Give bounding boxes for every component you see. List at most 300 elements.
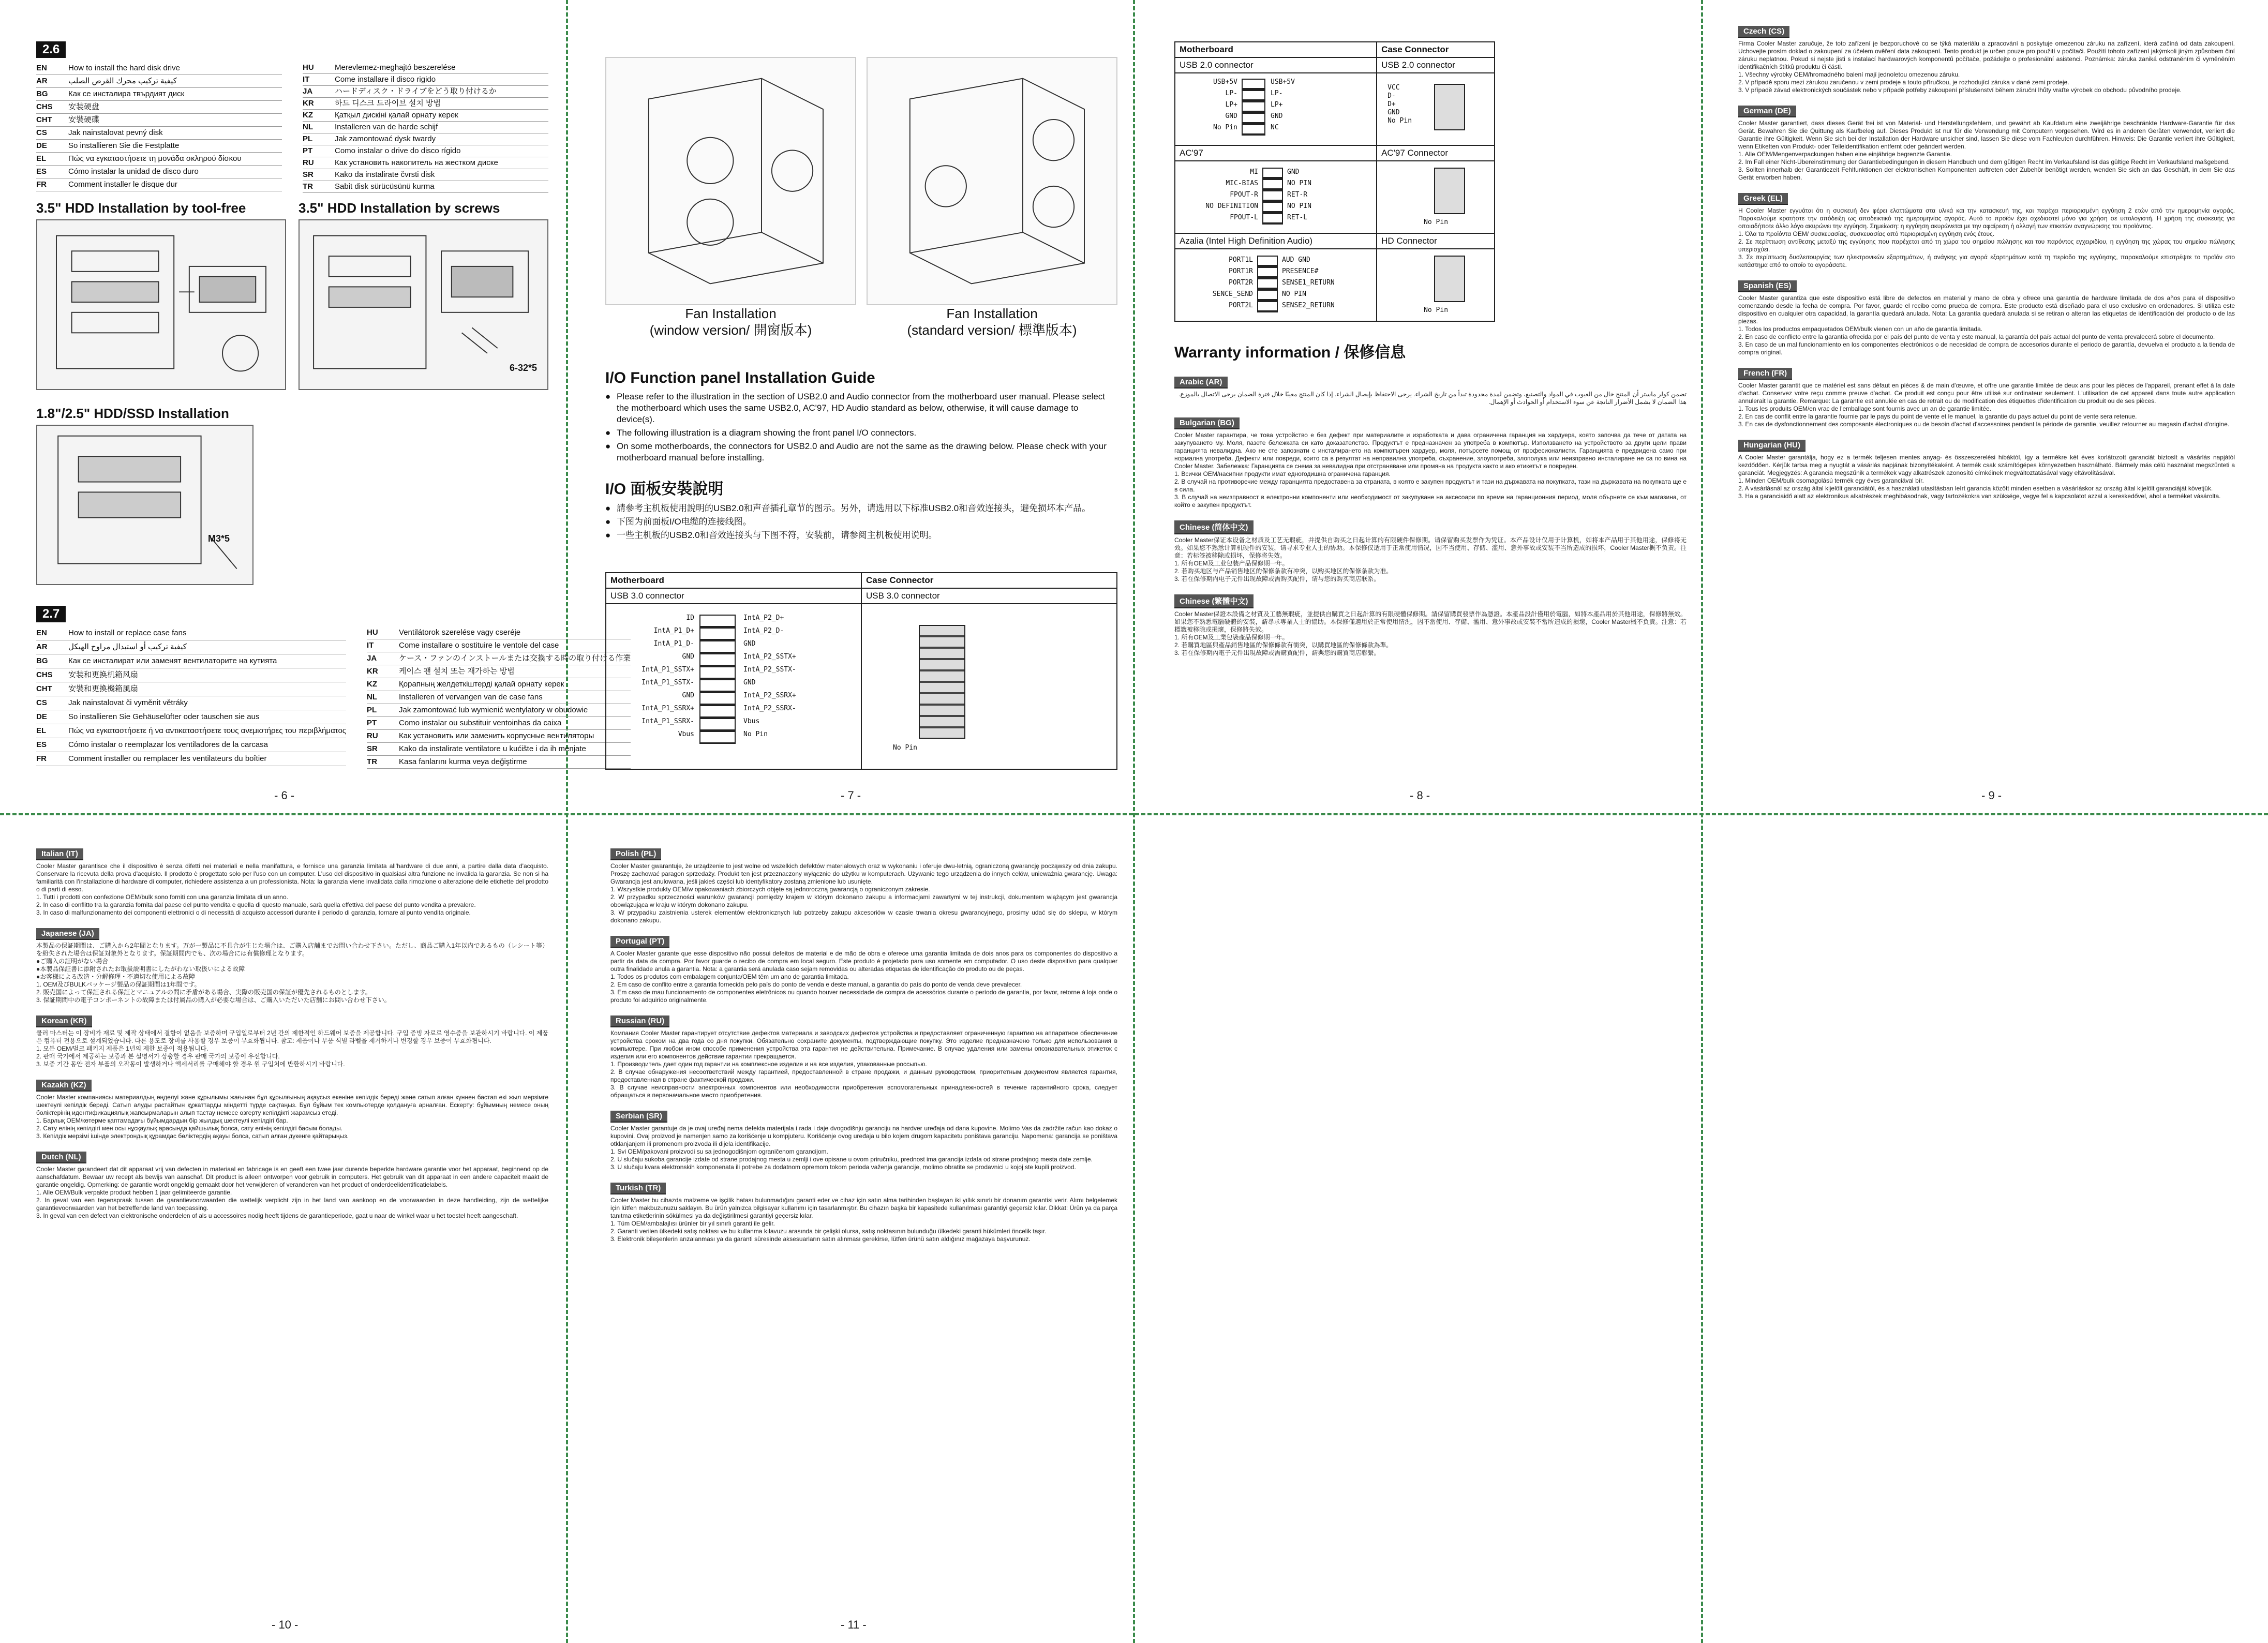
- lang-code: SR: [367, 744, 378, 753]
- usb3-case-cell: [861, 604, 1117, 769]
- lang-code: NL: [303, 123, 313, 131]
- lang-list-fan-2: [367, 626, 631, 769]
- usb3-case-label: USB 3.0 connector: [861, 588, 1117, 604]
- hdd-screws-illustration: [299, 219, 548, 390]
- pin-label: SENSE1_RETURN: [1282, 279, 1335, 287]
- usb2-label: USB 2.0 connector: [1175, 57, 1377, 73]
- lang-text: Қатқыл дискіні қалай орнату керек: [335, 111, 458, 120]
- pin-label: GND: [682, 653, 694, 661]
- lang-row: [36, 166, 282, 178]
- lang-code: KR: [303, 99, 314, 108]
- lang-text: 하드 디스크 드라이브 설치 방법: [335, 99, 441, 108]
- hda-pinout: [1175, 249, 1377, 321]
- warranty-language-header: Hungarian (HU): [1738, 440, 1806, 452]
- lang-code: CS: [36, 128, 47, 137]
- lang-row: [303, 181, 548, 193]
- lang-text: How to install the hard disk drive: [68, 64, 180, 72]
- warranty-sections-p9: [1738, 26, 2235, 500]
- pin-label: ID: [686, 614, 694, 622]
- lang-row: [367, 652, 631, 665]
- pin-label: GND: [1287, 168, 1300, 176]
- warranty-language-header: Polish (PL): [610, 848, 661, 860]
- usb2-case-plug: [1434, 84, 1465, 130]
- page-number-6: - 6 -: [274, 789, 295, 802]
- ac97-label: AC'97: [1175, 145, 1377, 161]
- fan-standard-caption-1: Fan Installation: [946, 306, 1038, 321]
- warranty-text: Cooler Master保證本設備之材質及工藝無瑕疵，並提供自購買之日起計算的有限硬體保修期。請保留購買發票作為憑證。本產品設計僅用於電腦，如將本產品用於其他用途，保修將無效。如果您不熟悉電腦硬體的安裝，請尋求專業人士的協助。本保修僅適用於正常使用情況，因不當使用、存儲、濫用、意外事故或安裝不當所造成的損壞，Cooler Master概不負責。注意：若標籤被移除或損壞，保修將失效。 1. 所有OEM及工業包裝產品保修期一年。 2. 若購買地區與產品銷售地區的保修條款有衝突，以購買地區的保修條款為準。 3. 若在保修期內電子元件出現故障或需購買配件，請與您的購買商店聯繫。: [1174, 610, 1687, 656]
- page-number-11: - 11 -: [841, 1618, 867, 1631]
- lang-text: Қорапның желдеткіштерді қалай орнату керек: [399, 680, 564, 689]
- pin-label: AUD GND: [1282, 256, 1310, 264]
- lang-text: Come installare il disco rigido: [335, 75, 436, 84]
- lang-row: [367, 691, 631, 704]
- warranty-section: [610, 936, 1117, 1004]
- p8-header-case-connector: Case Connector: [1377, 42, 1495, 57]
- warranty-sections-p10: [36, 848, 548, 1220]
- lang-row: [367, 743, 631, 756]
- warranty-title-cn: 保修信息: [1344, 344, 1406, 361]
- lang-row: [303, 110, 548, 122]
- warranty-text: Cooler Master компаниясы материалдың өңделуі және құрылымы жағынан бұл құрылғының ақаусыз екеніне кепілдік береді және сатып алған күннен бастап екі жыл мерзімге шектеулі кепілдік береді. Сатып алуды растайтын құжаттарды міндетті түрде сақтаңыз. Бұл бұйым тек компьютерде қолдануға арналған. Ескерту: бұйымның немесе оның бөліктерінің идентификациялық жапсырмаларын алып тастау немесе өзгерту кепілдікті жарамсыз етеді. 1. Барлық OEM/көтерме қаптамадағы бұйымдардың бір жылдық шектеулі кепілдігі бар. 2. Сату елінің кепілдігі мен осы нұсқаулық арасында қайшылық болса, сату елінің кепілдігі басым болады. 3. Кепілдік мерзімі ішінде электрондық құрамдас бөліктердің ақауы болса, сатып алған дүкенге қайтарыңыз.: [36, 1094, 548, 1140]
- pin-label: SENSE2_RETURN: [1282, 302, 1335, 309]
- lang-text: Como instalar o drive do disco rígido: [335, 146, 461, 155]
- section-number-2-6: 2.6: [36, 41, 66, 58]
- lang-code: IT: [367, 641, 374, 650]
- screw-spec-label: 6-32*5: [509, 363, 537, 373]
- lang-text: Merevlemez-meghajtó beszerelése: [335, 63, 456, 72]
- lang-code: ES: [36, 167, 47, 176]
- lang-row: [303, 74, 548, 86]
- page-number-8: - 8 -: [1410, 789, 1430, 802]
- lang-row: [303, 98, 548, 110]
- lang-text: 安装硬盘: [68, 102, 100, 111]
- section-number-2-7: 2.7: [36, 606, 66, 622]
- warranty-section: [36, 848, 548, 917]
- pin-label: IntA_P1_SSTX-: [641, 679, 694, 686]
- page-10: [36, 848, 548, 1614]
- warranty-language-header: Greek (EL): [1738, 193, 1788, 205]
- pin-label: NO PIN: [1287, 202, 1311, 210]
- pin-label: PORT1L: [1229, 256, 1253, 264]
- warranty-language-header: Russian (RU): [610, 1015, 669, 1027]
- io-guide-bullets: [605, 391, 1117, 464]
- hda-case-pinout: [1377, 249, 1495, 321]
- pin-label: MI: [1250, 168, 1258, 176]
- lang-row: [36, 752, 346, 766]
- lang-code: PT: [303, 146, 313, 155]
- lang-row: [36, 724, 346, 738]
- usb3-pinout-cell: [606, 604, 861, 769]
- page-7: [605, 57, 1117, 807]
- pin-label: D+: [1387, 100, 1396, 108]
- pin-label: PORT2R: [1229, 279, 1253, 287]
- lang-code: TR: [367, 757, 378, 766]
- warranty-text: Cooler Master gwarantuje, że urządzenie to jest wolne od wszelkich defektów materiałowych oraz w wykonaniu i oferuje dwu-letnią, ograniczoną gwarancję począwszy od dnia zakupu. Proszę zachować paragon sprzedaży. Produkt ten jest przeznaczony wyłącznie do użytku w komputerach. Używanie tego urządzenia do innych celów, unieważnia gwarancję. Uwaga: Gwarancja jest anulowana, jeśli jakieś części lub identyfikatory zostaną zmienione lub usunięte. 1. Wszystkie produkty OEM/w opakowaniach zbiorczych objęte są jednoroczną gwarancją o ograniczonym zakresie. 2. W przypadku sprzeczności warunków gwarancji pomiędzy krajem w którym dokonano zakupu a informacjami zawartymi w tej instrukcji, dokumentem wiążącym jest gwarancja obowiązująca w kraju w którym dokonano zakupu. 3. W przypadku zaistnienia usterek elementów elektronicznych lub potrzeby zakupu akcesoriów w czasie trwania okresu gwarancyjnego, prosimy udać się do sklepu, w którym dokonano zakupu.: [610, 862, 1117, 924]
- pin-label: NO DEFINITION: [1205, 202, 1258, 210]
- lang-text: كيفية تركيب أو استبدال مراوح الهيكل: [68, 643, 187, 651]
- lang-row: [367, 717, 631, 730]
- pin-label: IntA_P1_D-: [653, 640, 694, 648]
- lang-text: Sabit disk sürücüsünü kurma: [335, 182, 435, 191]
- warranty-language-header: Italian (IT): [36, 848, 83, 860]
- fold-line-vertical-3: [1701, 0, 1703, 1643]
- lang-text: ハードディスク・ドライブをどう取り付けるか: [335, 87, 497, 96]
- page-9: [1738, 26, 2235, 802]
- lang-text: Kako da instalirate čvrsti disk: [335, 170, 435, 179]
- lang-code: IT: [303, 75, 310, 84]
- m3-screw-label: M3*5: [207, 533, 230, 544]
- lang-code: PL: [367, 706, 377, 714]
- pin-label: IntA_P2_D-: [743, 627, 784, 635]
- lang-code: EN: [36, 629, 47, 637]
- lang-text: Как се инсталира твърдият диск: [68, 89, 185, 98]
- warranty-section: [1738, 368, 2235, 428]
- page-11: [610, 848, 1117, 1614]
- warranty-language-header: Turkish (TR): [610, 1183, 666, 1194]
- hda-case-plug: [1434, 256, 1465, 302]
- io-guide-title-cn: I/O 面板安裝說明: [605, 481, 724, 498]
- pin-label: RET-L: [1287, 214, 1308, 221]
- lang-code: PL: [303, 135, 313, 143]
- lang-text: Jak nainstalovat či vyměnit větráky: [68, 698, 188, 707]
- lang-row: [36, 127, 282, 140]
- page-number-7: - 7 -: [841, 789, 861, 802]
- hdd-tool-free-illustration: [36, 219, 286, 390]
- lang-list-hdd-2: [303, 62, 548, 193]
- lang-code: CHT: [36, 684, 52, 693]
- lang-row: [36, 668, 346, 682]
- lang-code: PT: [367, 719, 377, 727]
- pin-label: NO PIN: [1282, 290, 1306, 298]
- fold-line-vertical-2: [1133, 0, 1135, 1643]
- pin-label: Vbus: [678, 730, 694, 738]
- lang-row: [303, 122, 548, 133]
- lang-text: Jak zamontować dysk twardy: [335, 135, 436, 143]
- lang-text: So installieren Sie Gehäuselüfter oder tauschen sie aus: [68, 712, 260, 721]
- p8-header-motherboard: Motherboard: [1175, 42, 1377, 57]
- usb3-header-pins: [699, 615, 736, 744]
- warranty-section: [1174, 594, 1687, 657]
- warranty-language-header: Portugal (PT): [610, 936, 669, 948]
- lang-text: Come installare o sostituire le ventole del case: [399, 641, 559, 650]
- lang-row: [36, 62, 282, 75]
- usb2-header-pins: [1242, 79, 1265, 136]
- pin-label: Vbus: [743, 718, 760, 725]
- warranty-text: Cooler Master garandeert dat dit apparaat vrij van defecten in materiaal en fabricage is en geeft een twee jaar durende beperkte hardware garantie voor het apparaat, beginnend op de aanschafdatum. Bewaar uw recept als bewijs van aanschaf. Dit product is alleen ontworpen voor gebruik in computers. Het gebruik van dit apparaat in een andere capaciteit maakt de garantie ongeldig. Opmerking: de garantie wordt ongeldig gemaakt door het verwijderen of veranderen van het product of onderdeelidentificatielabels. 1. Alle OEM/Bulk verpakte product hebben 1 jaar gelimiteerde garantie. 2. In geval van een tegenspraak tussen de garantievoorwaarden die wettelijk verplicht zijn in het land van aankoop en de voorwaarden in deze handleiding, zijn de wettelijke garantievoorwaarden van het betreffende land van toepassing. 3. In geval van een defect van elektronische onderdelen of als u accessoires nodig heeft tijdens de garantieperiode, gaat u naar de winkel waar u het toestel heeft aangeschaft.: [36, 1166, 548, 1219]
- ac97-case-label: AC'97 Connector: [1377, 145, 1495, 161]
- pin-label: GND: [743, 640, 756, 648]
- usb2-case-pinout: [1377, 73, 1495, 145]
- pin-label: LP-: [1271, 89, 1283, 97]
- bullet-item: ● On some motherboards, the connectors for USB2.0 and Audio are not the same as the drawing below. Please check with your motherboard manual before installing.: [605, 441, 1117, 464]
- lang-code: RU: [367, 731, 378, 740]
- page-6: [36, 41, 631, 807]
- warranty-text: Cooler Master гарантира, че това устройство е без дефект при материалите и изработката и дава ограничена гаранция на хардуера, която започва да тече от датата на закупуването му. Моля, пазете бележката си като доказателство. Продуктът е предназначен за употреба в компютър. Използването на устройството за други цели прави гаранцията невалидна. Ако не сте запознати с инсталирането на компютърен хардуер, моля, потърсете помощ от професионалисти. Гаранцията е предвидена само при нормална употреба. Дефекти или повреди, които са в резултат на неправилна употреба, съхранение, злоупотреба, злополука или неизправно инсталиране не са по вина на Cooler Master. Забележка: Гаранцията се снема за невалидна при отстраняване или промяна на продукта както и ако етикетът е повреден. 1. Всички OEM/насипни продукти имат едногодишна ограничена гаранция. 2. В случай на противоречие между гаранцията предоставена за страната, в която е закупен продуктът и тази на държавата на покупката, тази на държавата на покупката ще е в сила. 3. В случай на неизправност в електронни компоненти или необходимост от закупуване на аксесоари по време на гаранционния период, моля обърнете се към магазина, от който е закупен продуктът.: [1174, 431, 1687, 509]
- pin-label: GND: [1387, 109, 1400, 116]
- warranty-language-header: Dutch (NL): [36, 1152, 86, 1163]
- warranty-text: Cooler Master garantisce che il dispositivo è senza difetti nei materiali e nella manifattura, e fornisce una garanzia limitata all'hardware di due anni, a partire dalla data d'acquisto. Conservare la ricevuta della prova d'acquisto. Il prodotto è progettato solo per l'uso con un computer. L'uso del dispositivo in qualsiasi altra funzione ne invalida la garanzia. Se non si ha familiarità con l'installazione di hardware di computer, richiedere assistenza a un professionista. Nota: la garanzia viene invalidata dalla rimozione o alterazione delle etichette del prodotto o di parti di esso. 1. Tutti i prodotti con confezione OEM/bulk sono forniti con una garanzia limitata di un anno. 2. In caso di conflitto tra la garanzia fornita dal paese del punto vendita e quella di questo manuale, sarà quella effettiva del paese del punto vendita a prevalere. 3. In caso di malfunzionamento dei componenti elettronici o di necessità di acquisto accessori durante il periodo di garanzia, tornare al punto vendita originale.: [36, 862, 548, 916]
- table-header-case-connector: Case Connector: [861, 573, 1117, 588]
- ac97-pinout: [1175, 161, 1377, 233]
- pin-label: RET-R: [1287, 191, 1308, 199]
- lang-code: KR: [367, 667, 378, 676]
- hda-case-label: HD Connector: [1377, 233, 1495, 249]
- lang-text: So installieren Sie die Festplatte: [68, 141, 180, 150]
- lang-row: [303, 169, 548, 181]
- warranty-section: [610, 1183, 1117, 1243]
- pin-label: No Pin: [1387, 117, 1412, 125]
- pin-label: NC: [1271, 124, 1279, 131]
- lang-code: BG: [36, 89, 48, 98]
- lang-text: Πώς να εγκαταστήσετε ή να αντικαταστήσετε τους ανεμιστήρες του περιβλήματος: [68, 726, 347, 735]
- warranty-section: [1174, 417, 1687, 509]
- lang-text: Jak nainstalovat pevný disk: [68, 128, 163, 137]
- pin-label: LP-: [1225, 89, 1237, 97]
- lang-row: [367, 678, 631, 691]
- bullet-item: ● Please refer to the illustration in the section of USB2.0 and Audio connector from the motherboard user manual. Please select the motherboard which uses the same USB2.0, AC'97, HD Audio standard as below, otherwise, it will cause damage to device(s).: [605, 391, 1117, 425]
- pin-label: IntA_P2_SSTX-: [743, 666, 796, 674]
- lang-text: Como instalar ou substituir ventoinhas da caixa: [399, 719, 562, 727]
- lang-row: [36, 178, 282, 191]
- lang-text: Installeren of vervangen van de case fans: [399, 693, 543, 701]
- lang-code: CHT: [36, 115, 52, 124]
- warranty-text: Cooler Master bu cihazda malzeme ve işçilik hatası bulunmadığını garanti eder ve cihaz için satın alma tarihinden başlayan iki yıllık sınırlı bir donanım garantisi verir. Alımı belgelemek için lütfen makbuzunuzu saklayın. Bu ürün yalnızca bilgisayar kullanımı için tasarlanmıştır. Bu cihazın başka bir kapasitede kullanılması garantiyi geçersiz kılar. Dikkat: Ürün ya da parça tanıtma etiketlerinin sökülmesi ya da değiştirilmesi garantiyi geçersiz kılar. 1. Tüm OEM/ambalajlısı ürünler bir yıl sınırlı garanti ile gelir. 2. Garanti verilen ülkedeki satış noktası ve bu kullanma kılavuzu arasında bir çelişki olursa, satış noktasının bulunduğu ülkedeki garanti hükümleri öncelik taşır. 3. Elektronik bileşenlerin arızalanması ya da garanti süresinde aksesuarların satın alınması gerekirse, lütfen ürünü satın aldığınız mağazaya başvurunuz.: [610, 1197, 1117, 1243]
- lang-code: DE: [36, 712, 47, 721]
- lang-text: ケース・ファンのインストールまたは交換する時の取り付ける作業: [399, 654, 631, 663]
- usb2-pinout: [1175, 73, 1377, 145]
- lang-code: HU: [303, 63, 314, 72]
- lang-code: JA: [303, 87, 313, 96]
- lang-code: FR: [36, 180, 47, 189]
- lang-code: BG: [36, 656, 48, 665]
- warranty-language-header: French (FR): [1738, 368, 1792, 380]
- warranty-language-header: Japanese (JA): [36, 928, 99, 940]
- pin-label: USB+5V: [1213, 78, 1237, 86]
- usb3-connector-table: [605, 572, 1117, 770]
- lang-text: 安装和更换机箱风扇: [68, 670, 139, 679]
- lang-code: ES: [36, 740, 47, 749]
- bullet-item: ● 下图为前面板I/O电缆的连接线图。: [605, 516, 1117, 528]
- warranty-text: 쿨러 마스터는 이 장비가 재료 및 제작 상태에서 결함이 없음을 보증하며 구입일로부터 2년 간의 제한적인 하드웨어 보증을 제공합니다. 구입 증빙 자료로 영수증을 보관하시기 바랍니다. 이 제품은 컴퓨터 전용으로 설계되었습니다. 다른 용도로 장비를 사용할 경우 보증이 무효화됩니다. 참고: 제품이나 부품 식별 라벨을 제거하거나 변경할 경우 보증이 무효화됩니다. 1. 모든 OEM/벌크 패키지 제품은 1년의 제한 보증이 적용됩니다. 2. 판매 국가에서 제공하는 보증과 본 설명서가 상충할 경우 판매 국가의 보증이 우선합니다. 3. 보증 기간 동안 전자 부품의 오작동이 발생하거나 액세서리를 구매해야 할 경우 원 구입처에 반환하시기 바랍니다.: [36, 1029, 548, 1068]
- lang-text: كيفية تركيب محرك القرص الصلب: [68, 77, 177, 85]
- hda-no-pin-label: No Pin: [1424, 306, 1449, 314]
- bullet-item: ● 請參考主机板使用說明的USB2.0和声音插孔章节的图示。另外，请选用以下标准USB2.0和音效连接头，避免损坏本产品。: [605, 503, 1117, 514]
- lang-row: [367, 665, 631, 678]
- warranty-language-header: Bulgarian (BG): [1174, 417, 1240, 429]
- warranty-text: Firma Cooler Master zaručuje, že toto zařízení je bezporuchové co se týká materiálu a zpracování a poskytuje omezenou záruku na zařízení, která začíná od data zakoupení. Uchovejte prosím doklad o zakoupení za účelem ověření data zakoupení. Tento produkt je určen pouze pro použití v počítači. Použití tohoto zařízení jakýmkoli jiným způsobem činí záruku neplatnou. Pokud si nejste jisti s instalací hardwarových komponentů počítače, požádejte o profesionální asistenci. Poznámka: záruka zaniká odstraněním či vyměněním identifikačních štítků produktu či části. 1. Všechny výrobky OEM/hromadného balení mají jednoletou omezenou záruku. 2. V případě sporu mezi zárukou zaručenou v zemi prodeje a touto příručkou, je rozhodující záruka v dané zemi prodeje. 3. V případě závad elektronických součástek nebo v případě potřeby zakoupení příslušenství během záruční lhůty vraťte výrobek do obchodu původního prodeje.: [1738, 40, 2235, 94]
- lang-row: [303, 62, 548, 74]
- warranty-section: [36, 1015, 548, 1068]
- lang-row: [36, 696, 346, 710]
- warranty-section: [1738, 26, 2235, 94]
- warranty-language-header: Chinese (简体中文): [1174, 520, 1254, 534]
- warranty-sections-p11: [610, 848, 1117, 1243]
- warranty-section: [36, 928, 548, 1004]
- lang-code: CS: [36, 698, 47, 707]
- pin-label: MIC-BIAS: [1226, 180, 1258, 187]
- pin-label: IntA_P1_SSRX+: [641, 705, 694, 712]
- usb3-motherboard-label: USB 3.0 connector: [606, 588, 861, 604]
- lang-row: [36, 654, 346, 668]
- lang-row: [367, 704, 631, 717]
- lang-text: Jak zamontować lub wymienić wentylatory w obudowie: [399, 706, 588, 714]
- warranty-language-header: Spanish (ES): [1738, 280, 1797, 292]
- pin-label: IntA_P2_SSRX+: [743, 692, 796, 699]
- lang-code: FR: [36, 754, 47, 763]
- pin-label: VCC: [1387, 84, 1400, 92]
- warranty-section: [36, 1152, 548, 1220]
- pin-label: USB+5V: [1271, 78, 1295, 86]
- warranty-language-header: Korean (KR): [36, 1015, 92, 1027]
- lang-code: EL: [36, 154, 47, 163]
- lang-code: AR: [36, 643, 48, 651]
- warranty-section: [1738, 440, 2235, 500]
- pin-label: LP+: [1271, 101, 1283, 109]
- lang-text: 安裝和更換機箱風扇: [68, 684, 139, 693]
- pin-label: GND: [743, 679, 756, 686]
- pin-label: GND: [682, 692, 694, 699]
- warranty-language-header: Czech (CS): [1738, 26, 1789, 38]
- warranty-language-header: Arabic (AR): [1174, 377, 1228, 389]
- lang-row: [36, 710, 346, 724]
- lang-code: CHS: [36, 670, 53, 679]
- pin-label: IntA_P1_D+: [653, 627, 694, 635]
- lang-row: [303, 133, 548, 145]
- pin-label: IntA_P1_SSRX-: [641, 718, 694, 725]
- warranty-section: [1174, 520, 1687, 583]
- usb3-no-pin-label: No Pin: [893, 744, 917, 752]
- page-8: [1174, 41, 1687, 807]
- lang-code: JA: [367, 654, 377, 663]
- figure-title-ssd: 1.8"/2.5" HDD/SSD Installation: [36, 406, 229, 421]
- warranty-language-header: German (DE): [1738, 106, 1796, 117]
- lang-text: Как се инсталират или заменят вентилаторите на кутията: [68, 656, 277, 665]
- ac97-no-pin-label: No Pin: [1424, 218, 1449, 226]
- lang-code: DE: [36, 141, 47, 150]
- warranty-section: [1738, 280, 2235, 356]
- bullet-item: ● The following illustration is a diagram showing the front panel I/O connectors.: [605, 427, 1117, 439]
- fan-standard-illustration: [867, 57, 1117, 305]
- lang-row: [36, 153, 282, 166]
- warranty-language-header: Kazakh (KZ): [36, 1080, 92, 1092]
- hda-label: Azalia (Intel High Definition Audio): [1175, 233, 1377, 249]
- pin-label: SENCE_SEND: [1212, 290, 1253, 298]
- lang-row: [367, 730, 631, 743]
- pin-label: FPOUT-R: [1230, 191, 1258, 199]
- lang-text: Cómo instalar o reemplazar los ventiladores de la carcasa: [68, 740, 268, 749]
- usb3-case-plug: [919, 625, 965, 739]
- lang-row: [36, 114, 282, 127]
- pin-label: IntA_P1_SSTX+: [641, 666, 694, 674]
- lang-code: TR: [303, 182, 313, 191]
- lang-row: [367, 626, 631, 639]
- pin-label: PORT1R: [1229, 267, 1253, 275]
- table-header-motherboard: Motherboard: [606, 573, 861, 588]
- pin-label: GND: [1271, 112, 1283, 120]
- warranty-section: [610, 1111, 1117, 1171]
- lang-text: Как установить накопитель на жестком диске: [335, 158, 498, 167]
- fold-line-vertical-1: [566, 0, 568, 1643]
- fan-window-caption-1: Fan Installation: [685, 306, 777, 321]
- lang-text: 安裝硬碟: [68, 115, 100, 124]
- warranty-text: A Cooler Master garantálja, hogy ez a termék teljesen mentes anyag- és összeszerelési hibáktól, így a termékre két éves korlátozott garanciát biztosít a vásárlás napjától kezdődően. Kérjük tartsa meg a nyugtát a vásárlás napjának bizonyítékaként. A termék csak számítógépes környezetben használható. Bármely más célú használat megszünteti a garanciát. Megjegyzés: A garancia megszűnik a termékek vagy alkatrészek azonosító címkéinek megváltoztatásával vagy eltávolításával. 1. Minden OEM/bulk csomagolású termék egy éves garanciával bír. 2. A vásárlásnál az ország által kijelölt garanciától, és a használati utasításban leírt garancia között minden esetben a vásárláskor az ország által kijelölt garanciáját követjük. 3. Ha a garanciaidő alatt az elektronikus alkatrészek meghibásodnak, vagy tartozékokra van szüksége, vegye fel a kapcsolatot azzal a kereskedővel, ahol a terméket vásárolta.: [1738, 454, 2235, 500]
- pin-label: No Pin: [1213, 124, 1237, 131]
- warranty-section: [36, 1080, 548, 1140]
- warranty-language-header: Serbian (SR): [610, 1111, 667, 1123]
- lang-text: Kasa fanlarını kurma veya değiştirme: [399, 757, 527, 766]
- lang-list-fan-1: [36, 626, 346, 769]
- lang-row: [36, 682, 346, 696]
- ac97-case-plug: [1434, 168, 1465, 214]
- pin-label: PRESENCE#: [1282, 267, 1319, 275]
- pin-label: IntA_P2_D+: [743, 614, 784, 622]
- lang-code: SR: [303, 170, 314, 179]
- lang-code: RU: [303, 158, 314, 167]
- io-guide-bullets-cn: [605, 503, 1117, 541]
- front-panel-connector-table: [1174, 41, 1495, 322]
- lang-text: How to install or replace case fans: [68, 629, 187, 637]
- lang-row: [36, 88, 282, 101]
- pin-label: D-: [1387, 92, 1396, 100]
- lang-code: EL: [36, 726, 47, 735]
- bullet-item: ● 一些主机板的USB2.0和音效连接头与下图不符，安装前，请参阅主机板使用说明。: [605, 530, 1117, 541]
- warranty-text: Cooler Master garantiza que este dispositivo está libre de defectos en material y mano de obra y ofrece una garantía de hardware limitada de dos años para el dispositivo comenzando desde la fecha de compra. Por favor, guarde el recibo como prueba de compra. Este producto está diseñado para el uso exclusivo en ordenadores. Si utiliza este dispositivo en cualquier otra capacidad, la garantía quedará anulada. Nota: La garantía quedará anulada si se retiran o alteran las etiquetas de identificación del producto o de las piezas. 1. Todos los productos empaquetados OEM/bulk vienen con un año de garantía limitada. 2. En caso de conflicto entre la garantía ofrecida por el país del punto de venta y este manual, la garantía del país actual del punto de venta prevalecerá sobre el documento. 3. En caso de un mal funcionamiento en los componentes electrónicos o de necesidad de compra de accesorios durante el periodo de garantía, devuelva el producto a la tienda de compra original.: [1738, 294, 2235, 356]
- warranty-text: Компания Cooler Master гарантирует отсутствие дефектов материала и заводских дефектов устройства и предоставляет ограниченную гарантию на аппаратное обеспечение устройства сроком на два года со дня покупки. Обязательно сохраните документы, подтверждающие покупку. Это изделие предназначено только для использования в компьютере. При любом ином способе применения устройства эта гарантия не действительна. Примечание. В случае удаления или замены опознавательных этикеток с изделия или его компонентов действие гарантии прекращается. 1. Производитель дает один год гарантии на комплексное изделие и на все изделия, упакованные россыпью. 2. В случае обнаружения несоответствий между гарантией, предоставленной в стране продажи, и данным руководством, приоритетным документом является гарантия, предоставленная в стране фактической продажи. 3. В случае неисправности электронных компонентов или необходимости приобретения вспомогательных принадлежностей в течение гарантийного срока, следует обращаться в первоначальное место приобретения.: [610, 1029, 1117, 1099]
- lang-text: Installeren van de harde schijf: [335, 123, 438, 131]
- warranty-section: [1738, 193, 2235, 269]
- pin-label: IntA_P2_SSRX-: [743, 705, 796, 712]
- fan-window-caption-2: (window version/ 開窗版本): [649, 322, 812, 338]
- ac97-header-pins: [1262, 168, 1283, 225]
- warranty-text: Cooler Master garantuje da je ovaj uređaj nema defekta materijala i rada i daje dvogodišnju garanciju na hardver uređaja od dana kupovine. Molimo Vas da zadržite račun kao dokaz o kupovini. Ovaj proizvod je namenjen samo za korišćenje u kompjuteru. Korišćenje ovog uređaja u bilo kojem drugom kapacitetu poništava garanciju. Napomena: garancija se poništava otklanjanjem ili promenom proizvoda ili dijela identifikacije. 1. Svi OEM/pakovani proizvodi su sa jednogodišnjom ograničenom garancijom. 2. U slučaju sukoba garancije izdate od strane prodajnog mesta u zemlji i ove opisane u ovom priručniku, prednost ima garancija izdata od strane prodajnog mesta date zemlje. 3. U slučaju kvara elektronskih komponenata ili potrebe za dodatnom opremom tokom perioda važenja garancije, molimo obratite se prodavnici u kojoj ste kupili proizvod.: [610, 1125, 1117, 1171]
- lang-row: [367, 639, 631, 652]
- lang-row: [36, 738, 346, 752]
- lang-text: Comment installer le disque dur: [68, 180, 177, 189]
- lang-code: HU: [367, 628, 378, 637]
- lang-row: [36, 626, 346, 640]
- page-number-9: - 9 -: [1981, 789, 2002, 802]
- lang-text: Ventilátorok szerelése vagy cseréje: [399, 628, 521, 637]
- lang-list-hdd-1: [36, 62, 282, 193]
- lang-code: CHS: [36, 102, 53, 111]
- warranty-text: A Cooler Master garante que esse dispositivo não possui defeitos de material e de mão de obra e oferece uma garantia limitada de dois anos para os componentes do dispositivo a partir da data da compra. Por favor guarde o recibo de compra em local seguro. Este produto é projetado para uso somente em computador. O uso deste dispositivo para qualquer outra finalidade anula a garantia. Nota: a garantia será anulada caso sejam removidas ou alteradas etiquetas de identificação do produto ou de peças. 1. Todos os produtos com embalagem conjunta/OEM têm um ano de garantia limitada. 2. Em caso de conflito entre a garantia fornecida pelo país do ponto de venda e deste manual, a garantia do país do ponto de venda deve prevalecer. 3. Em caso de mau funcionamento de componentes eletrônicos ou quando houver necessidade de compra de acessórios durante o período de garantia, por favor, retorne à loja onde o produto foi adquirido originalmente.: [610, 950, 1117, 1004]
- lang-text: Cómo instalar la unidad de disco duro: [68, 167, 199, 176]
- warranty-sections-p8: [1174, 377, 1687, 657]
- warranty-text: تضمن كولر ماستر أن المنتج خال من العيوب في المواد والتصنيع، وتضمن لمدة محدودة تبدأ من تاريخ الشراء. يرجى الاحتفاظ بإيصال الشراء. إذا كان المنتج معيبًا خلال فترة الضمان يرجى الاتصال بالموزع. هذا الضمان لا يشمل الأضرار الناتجة عن سوء الاستخدام أو الحوادث أو الإهمال.: [1178, 391, 1687, 406]
- warranty-section: [610, 848, 1117, 924]
- lang-text: Comment installer ou remplacer les ventilateurs du boîtier: [68, 754, 267, 763]
- fan-window-illustration: [605, 57, 856, 305]
- io-guide-title: I/O Function panel Installation Guide: [605, 369, 875, 386]
- warranty-title-en: Warranty information: [1174, 344, 1331, 361]
- fan-standard-caption-2: (standard version/ 標準版本): [907, 322, 1077, 338]
- ac97-case-pinout: [1377, 161, 1495, 233]
- lang-text: Как установить или заменить корпусные вентиляторы: [399, 731, 594, 740]
- figure-title-tool-free: 3.5" HDD Installation by tool-free: [36, 200, 246, 216]
- ssd-installation-illustration: [36, 425, 253, 585]
- lang-row: [36, 140, 282, 153]
- lang-code: AR: [36, 77, 48, 85]
- pin-label: No Pin: [743, 730, 768, 738]
- figure-title-screws: 3.5" HDD Installation by screws: [299, 200, 500, 216]
- pin-label: GND: [1225, 112, 1237, 120]
- lang-row: [303, 145, 548, 157]
- lang-row: [36, 640, 346, 654]
- lang-code: NL: [367, 693, 378, 701]
- lang-row: [36, 75, 282, 88]
- warranty-text: Cooler Master保证本设备之材质及工艺无瑕疵，并提供自购买之日起计算的有限硬件保修期。请保留购买发票作为凭证。本产品设计仅用于计算机，如将本产品用于其他用途，保修将无效。如果您不熟悉计算机硬件的安装，请寻求专业人士的协助。本保修仅适用于正常使用情况，因不当使用、存储、滥用、意外事故或安装不当所造成的损坏，Cooler Master概不负责。注意：若标签被移除或损坏，保修将失效。 1. 所有OEM及工业包装产品保修期一年。 2. 若购买地区与产品销售地区的保修条款有冲突，以购买地区的保修条款为准。 3. 若在保修期内电子元件出现故障或需购买配件，请与您的购买商店联系。: [1174, 536, 1687, 582]
- hda-header-pins: [1257, 256, 1278, 312]
